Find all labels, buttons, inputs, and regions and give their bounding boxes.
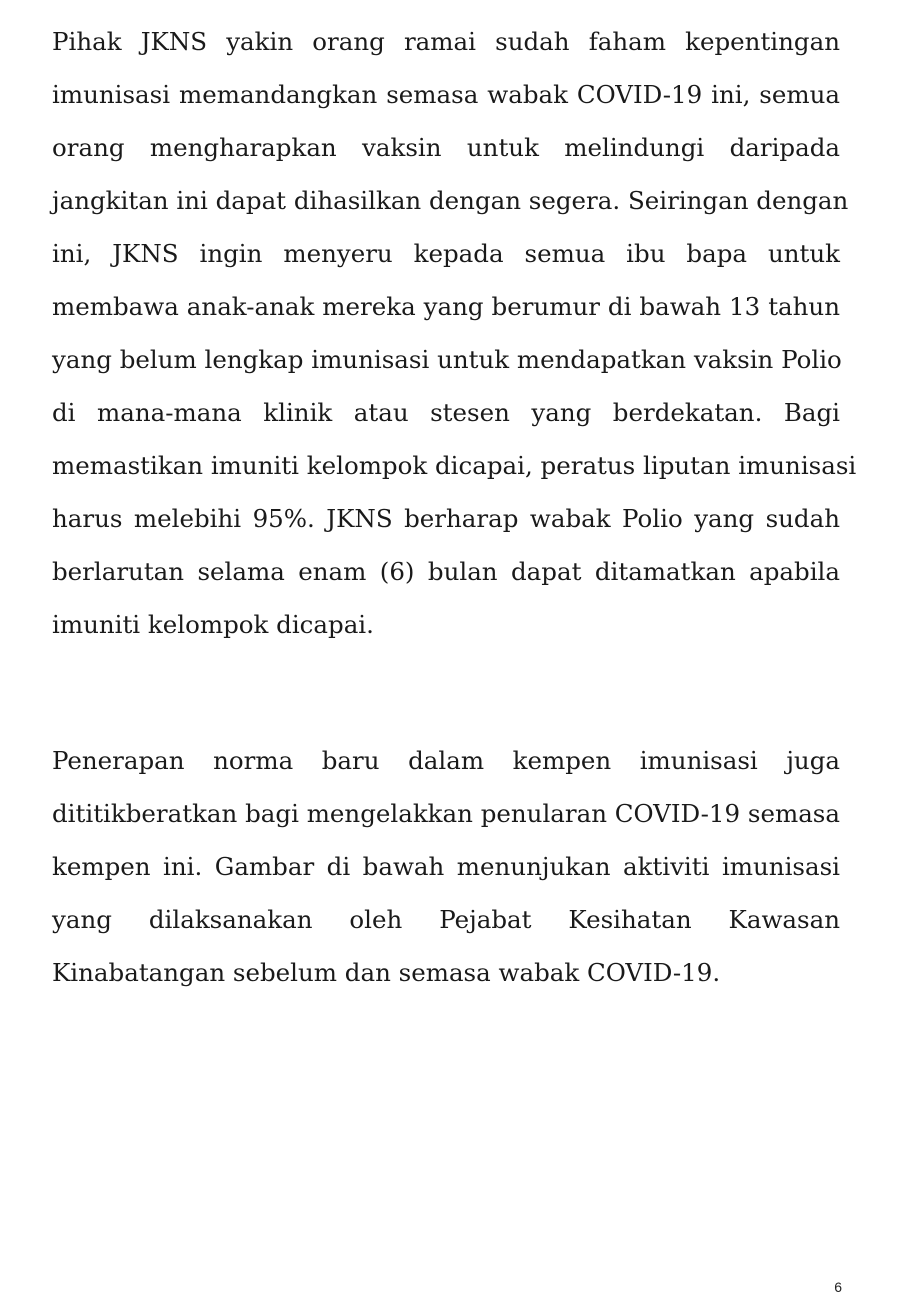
- paragraph-line: jangkitan ini dapat dihasilkan dengan segera. Seiringan dengan: [52, 186, 849, 215]
- paragraph-line: orang mengharapkan vaksin untuk melindungi daripada: [52, 133, 840, 162]
- paragraph-line-last: Kinabatangan sebelum dan semasa wabak COVID-19.: [52, 958, 721, 987]
- paragraph-line: harus melebihi 95%. JKNS berharap wabak Polio yang sudah: [52, 504, 840, 533]
- paragraph-line: ini, JKNS ingin menyeru kepada semua ibu bapa untuk: [52, 239, 840, 268]
- paragraph-line: dititikberatkan bagi mengelakkan penularan COVID-19 semasa: [52, 799, 840, 828]
- paragraph-line: Penerapan norma baru dalam kempen imunisasi juga: [52, 746, 840, 775]
- paragraph-line: Pihak JKNS yakin orang ramai sudah faham kepentingan: [52, 27, 840, 56]
- paragraph-line: memastikan imuniti kelompok dicapai, peratus liputan imunisasi: [52, 451, 857, 480]
- paragraph-line: yang dilaksanakan oleh Pejabat Kesihatan Kawasan: [52, 905, 840, 934]
- paragraph-line: imunisasi memandangkan semasa wabak COVID-19 ini, semua: [52, 80, 840, 109]
- paragraph-line: membawa anak-anak mereka yang berumur di bawah 13 tahun: [52, 292, 840, 321]
- paragraph-line-last: imuniti kelompok dicapai.: [52, 610, 374, 639]
- paragraph-line: kempen ini. Gambar di bawah menunjukan aktiviti imunisasi: [52, 852, 840, 881]
- paragraph-line: di mana-mana klinik atau stesen yang berdekatan. Bagi: [52, 398, 840, 427]
- paragraph-line: yang belum lengkap imunisasi untuk mendapatkan vaksin Polio: [52, 345, 842, 374]
- page-number: 6: [834, 1279, 842, 1295]
- paragraph-line: berlarutan selama enam (6) bulan dapat ditamatkan apabila: [52, 557, 840, 586]
